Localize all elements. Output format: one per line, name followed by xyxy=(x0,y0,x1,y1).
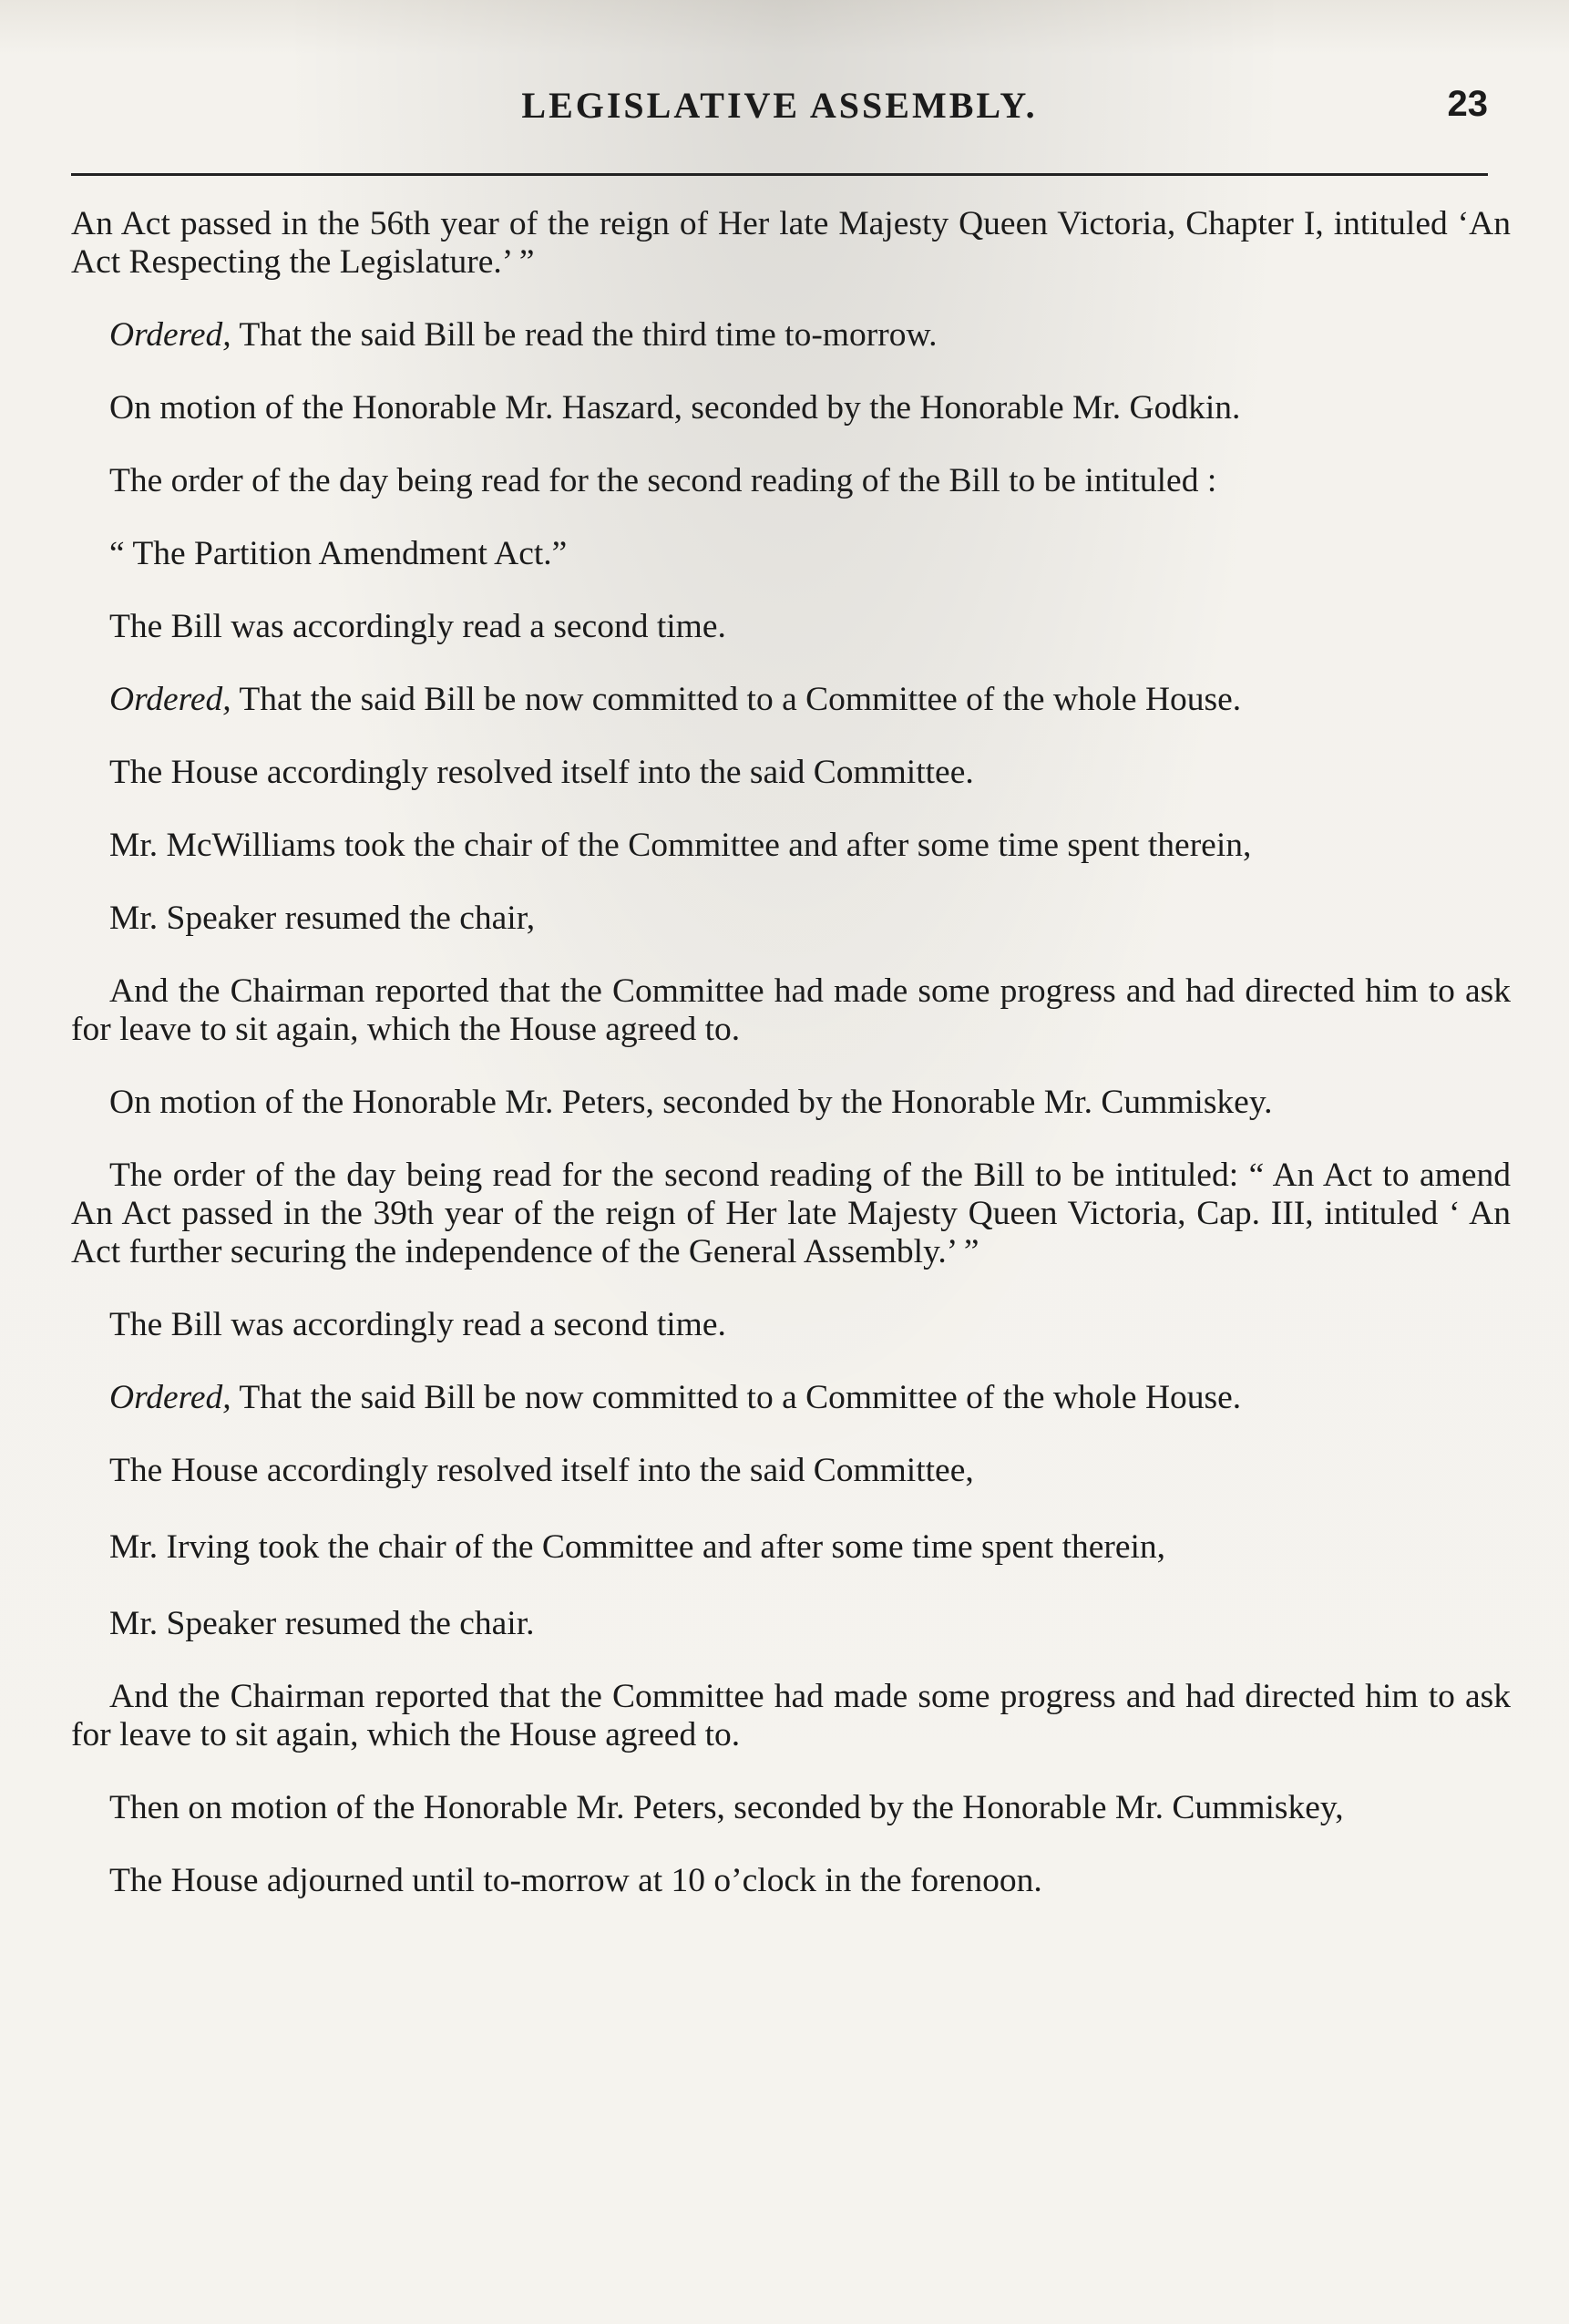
header-rule xyxy=(71,173,1488,176)
paragraph: The House accordingly resolved itself into the said Committee. xyxy=(109,754,974,791)
paragraph: Mr. Speaker resumed the chair. xyxy=(109,1605,535,1642)
paragraph: “ The Partition Amendment Act.” xyxy=(109,535,568,572)
paragraph: On motion of the Honorable Mr. Haszard, seconded by the Honorable Mr. Godkin. xyxy=(109,389,1241,427)
page-header xyxy=(71,84,1488,139)
paragraph: Ordered, That the said Bill be read the third time to-morrow. xyxy=(109,316,938,354)
paragraph: An Act passed in the 56th year of the reign of Her late Majesty Queen Victoria, Chapter I, intituled ‘An Act Respecting the Legislature.’ ” xyxy=(71,205,1511,281)
paragraph: Ordered, That the said Bill be now committed to a Committee of the whole House. xyxy=(109,1379,1242,1416)
running-head: LEGISLATIVE ASSEMBLY. xyxy=(521,85,1038,126)
paragraph: The Bill was accordingly read a second time. xyxy=(109,608,726,645)
paragraph: Mr. Speaker resumed the chair, xyxy=(109,900,536,937)
paragraph: The order of the day being read for the second reading of the Bill to be intituled : xyxy=(109,462,1217,499)
paragraph: The order of the day being read for the second reading of the Bill to be intituled: “ An Act to amend An Act passed in the 39th year of the reign of Her late Majesty Queen Victoria, Cap. III, intituled ‘ An Act further securing the independence of the General Assembly.’ ” xyxy=(71,1157,1511,1270)
paragraph: Mr. Irving took the chair of the Committee and after some time spent therein, xyxy=(109,1528,1166,1566)
paragraph: And the Chairman reported that the Committee had made some progress and had directed him to ask for leave to sit again, which the House agreed to. xyxy=(71,972,1511,1048)
paragraph: On motion of the Honorable Mr. Peters, seconded by the Honorable Mr. Cummiskey. xyxy=(109,1084,1273,1121)
paragraph: The House accordingly resolved itself into the said Committee, xyxy=(109,1452,974,1489)
paragraph: And the Chairman reported that the Committee had made some progress and had directed him to ask for leave to sit again, which the House agreed to. xyxy=(71,1678,1511,1753)
paragraph: Mr. McWilliams took the chair of the Committee and after some time spent therein, xyxy=(109,827,1252,864)
paragraph: Then on motion of the Honorable Mr. Peters, seconded by the Honorable Mr. Cummiskey, xyxy=(109,1789,1344,1826)
page-number: 23 xyxy=(1447,84,1488,124)
paragraph: Ordered, That the said Bill be now committed to a Committee of the whole House. xyxy=(109,681,1242,718)
paragraph: The Bill was accordingly read a second time. xyxy=(109,1306,726,1343)
body-text xyxy=(71,205,1511,1935)
paragraph: The House adjourned until to-morrow at 10 o’clock in the forenoon. xyxy=(109,1862,1042,1899)
